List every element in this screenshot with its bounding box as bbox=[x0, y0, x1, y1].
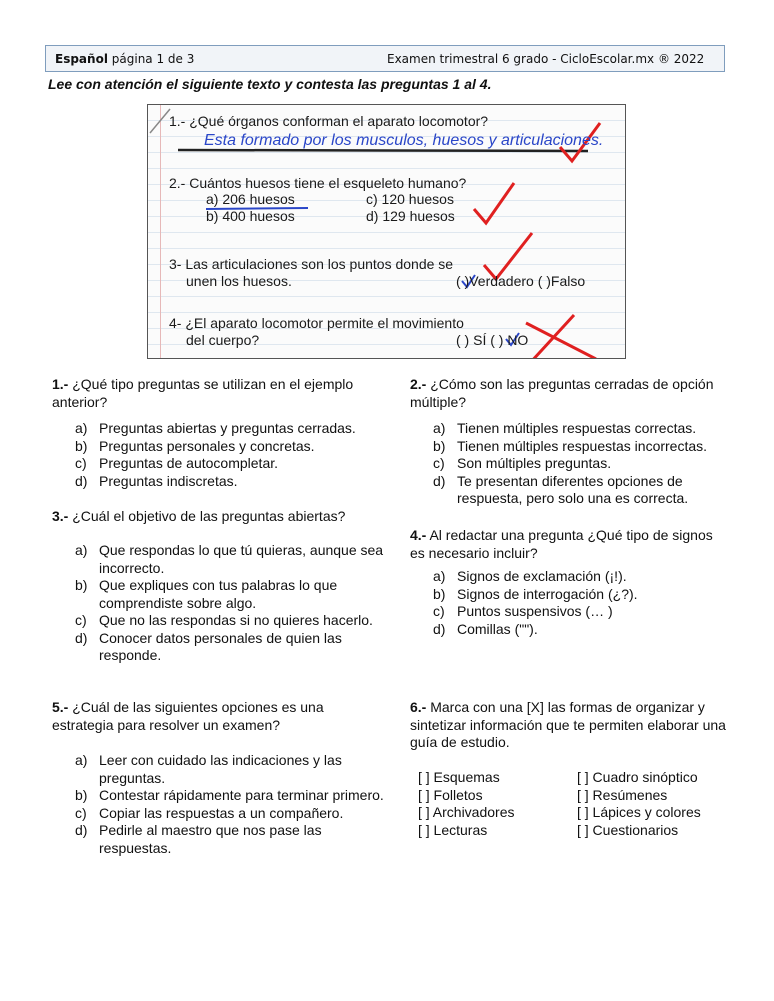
option-item[interactable]: a) Preguntas abiertas y preguntas cerradas. bbox=[75, 420, 356, 436]
checklist-item[interactable]: [ ] Cuadro sinóptico bbox=[577, 769, 698, 785]
question-number: 4.- bbox=[410, 527, 427, 543]
figure-question-3-options: ( )Verdadero ( )Falso bbox=[456, 273, 586, 289]
checklist-item[interactable]: [ ] Resúmenes bbox=[577, 786, 668, 803]
option-item[interactable]: d) Comillas (""). bbox=[433, 620, 538, 637]
question-number: 6.- bbox=[410, 699, 427, 715]
figure-question-3-line2: unen los huesos. bbox=[186, 273, 292, 289]
figure-option-c: c) 120 huesos bbox=[366, 191, 454, 207]
question-1 bbox=[52, 376, 392, 411]
question-5 bbox=[52, 699, 372, 734]
instructions: Lee con atención el siguiente texto y contesta las preguntas 1 al 4. bbox=[48, 76, 492, 92]
option-item[interactable]: c) Son múltiples preguntas. bbox=[433, 455, 612, 471]
question-6-right-list bbox=[577, 769, 701, 839]
figure-option-a: a) 206 huesos bbox=[206, 191, 295, 207]
option-item[interactable]: a) Tienen múltiples respuestas correctas. bbox=[433, 420, 697, 436]
question-3-options bbox=[75, 542, 385, 665]
option-item[interactable]: b) Preguntas personales y concretas. bbox=[75, 437, 315, 454]
question-number: 3.- bbox=[52, 508, 69, 524]
example-figure bbox=[147, 104, 626, 359]
checklist-item[interactable]: [ ] Lápices y colores bbox=[577, 804, 701, 820]
header-exam-info: Examen trimestral 6 grado - CicloEscolar.mx ® 2022 bbox=[387, 52, 705, 66]
x-mark-icon bbox=[526, 315, 596, 359]
question-4-options bbox=[433, 568, 733, 638]
header-left bbox=[55, 52, 194, 66]
checklist-item[interactable]: [ ] Folletos bbox=[418, 786, 483, 803]
question-text: Marca con una [X] las formas de organizar y sintetizar información que te permiten elaborar una guía de estudio. bbox=[410, 699, 726, 750]
option-item[interactable]: c) Copiar las respuestas a un compañero. bbox=[75, 804, 344, 821]
option-item[interactable]: d) Preguntas indiscretas. bbox=[75, 472, 238, 489]
header-page-info: página 1 de 3 bbox=[111, 52, 195, 66]
option-item[interactable]: a) Signos de exclamación (¡!). bbox=[433, 568, 627, 584]
option-item[interactable]: c) Preguntas de autocompletar. bbox=[75, 455, 279, 471]
question-1-options bbox=[75, 420, 395, 490]
figure-question-4-options: ( ) SÍ ( ) NO bbox=[456, 332, 529, 348]
question-text: ¿Cómo son las preguntas cerradas de opción múltiple? bbox=[410, 376, 714, 410]
option-item[interactable]: b) Tienen múltiples respuestas incorrectas. bbox=[433, 437, 708, 454]
figure-question-4-line1: 4- ¿El aparato locomotor permite el movimiento bbox=[169, 315, 464, 331]
question-2-options bbox=[433, 420, 733, 508]
checklist-item[interactable]: [ ] Esquemas bbox=[418, 769, 500, 785]
figure-option-d: d) 129 huesos bbox=[366, 208, 455, 224]
question-4 bbox=[410, 527, 730, 562]
question-text: ¿Cuál el objetivo de las preguntas abiertas? bbox=[72, 508, 346, 524]
checklist-item[interactable]: [ ] Cuestionarios bbox=[577, 821, 679, 838]
option-item[interactable]: b) Contestar rápidamente para terminar primero. bbox=[75, 787, 384, 803]
question-number: 2.- bbox=[410, 376, 427, 392]
header-subject: Español bbox=[55, 52, 108, 66]
question-6-left-list bbox=[418, 769, 515, 839]
checklist-item[interactable]: [ ] Lecturas bbox=[418, 821, 488, 838]
option-item[interactable]: a) Leer con cuidado las indicaciones y las preguntas. bbox=[75, 752, 342, 786]
figure-question-2: 2.- Cuántos huesos tiene el esqueleto humano? bbox=[169, 175, 467, 191]
check-mark-icon bbox=[474, 183, 514, 223]
checklist-item[interactable]: [ ] Archivadores bbox=[418, 804, 515, 820]
figure-option-b: b) 400 huesos bbox=[206, 208, 295, 224]
option-item[interactable]: d) Te presentan diferentes opciones de respuesta, pero solo una es correcta. bbox=[433, 472, 689, 506]
figure-question-1: 1.- ¿Qué órganos conforman el aparato locomotor? bbox=[169, 113, 489, 129]
question-6 bbox=[410, 699, 732, 752]
figure-question-3-line1: 3- Las articulaciones son los puntos donde se bbox=[169, 256, 454, 272]
question-text: ¿Qué tipo preguntas se utilizan en el ejemplo anterior? bbox=[52, 376, 354, 410]
option-item[interactable]: b) Signos de interrogación (¿?). bbox=[433, 585, 638, 602]
question-3 bbox=[52, 508, 392, 526]
figure-answer-1: Esta formado por los musculos, huesos y articulaciones. bbox=[204, 132, 604, 149]
question-5-options bbox=[75, 752, 385, 857]
option-item[interactable]: d) Pedirle al maestro que nos pase las respuestas. bbox=[75, 822, 322, 856]
question-text: Al redactar una pregunta ¿Qué tipo de signos es necesario incluir? bbox=[410, 527, 713, 561]
option-item[interactable]: c) Puntos suspensivos (… ) bbox=[433, 603, 613, 619]
question-number: 1.- bbox=[52, 376, 69, 392]
question-2 bbox=[410, 376, 730, 411]
page-header bbox=[45, 45, 725, 72]
figure-question-4-line2: del cuerpo? bbox=[186, 332, 260, 348]
option-item[interactable]: a) Que respondas lo que tú quieras, aunque sea incorrecto. bbox=[75, 542, 384, 576]
option-item[interactable]: d) Conocer datos personales de quien las responde. bbox=[75, 629, 342, 663]
option-item[interactable]: b) Que expliques con tus palabras lo que comprendiste sobre algo. bbox=[75, 577, 338, 611]
question-text: ¿Cuál de las siguientes opciones es una estrategia para resolver un examen? bbox=[52, 699, 324, 733]
option-item[interactable]: c) Que no las respondas si no quieres hacerlo. bbox=[75, 612, 373, 628]
question-number: 5.- bbox=[52, 699, 69, 715]
